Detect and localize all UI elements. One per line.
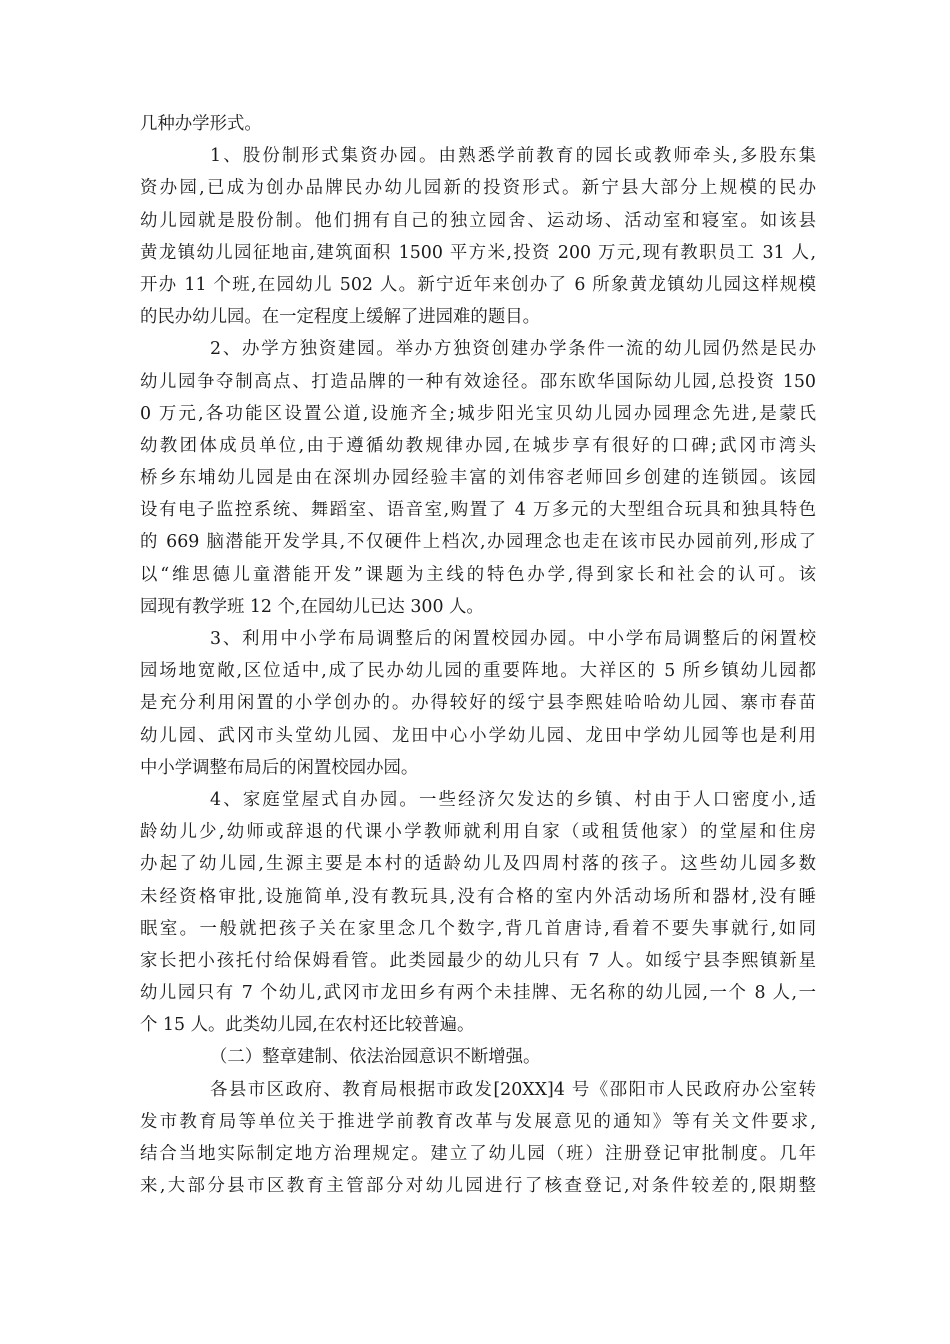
text-line: 几种办学形式。 (140, 114, 262, 134)
text-line: 开办 11 个班,在园幼儿 502 人。新宁近年来创办了 6 所象黄龙镇幼儿园这样规模 (140, 274, 816, 295)
text-line: 园现有教学班 12 个,在园幼儿已达 300 人。 (140, 596, 484, 617)
text-line: 的 669 脑潜能开发学具,不仅硬件上档次,办园理念也走在该市民办园前列,形成了 (140, 532, 816, 553)
text-line: 龄幼儿少,幼师或辞退的代课小学教师就利用自家（或租赁他家）的堂屋和住房 (140, 822, 816, 843)
text-line: 个 15 人。此类幼儿园,在农村还比较普遍。 (140, 1015, 475, 1036)
text-line: 未经资格审批,设施简单,没有教玩具,没有合格的室内外活动场所和器材,没有睡 (140, 886, 816, 907)
text-line: 园场地宽敞,区位适中,成了民办幼儿园的重要阵地。大祥区的 5 所乡镇幼儿园都 (140, 661, 816, 682)
text-line: 黄龙镇幼儿园征地亩,建筑面积 1500 平方米,投资 200 万元,现有教职员工 31 人, (140, 242, 816, 263)
text-line: （二）整章建制、依法治园意识不断增强。 (210, 1047, 541, 1068)
text-line: 设有电子监控系统、舞蹈室、语音室,购置了 4 万多元的大型组合玩具和独具特色 (140, 500, 816, 521)
text-line: 各县市区政府、教育局根据市政发[20XX]4 号《邵阳市人民政府办公室转 (210, 1079, 816, 1100)
text-line: 幼教团体成员单位,由于遵循幼教规律办园,在城步享有很好的口碑;武冈市湾头 (140, 435, 816, 456)
text-line: 幼儿园、武冈市头堂幼儿园、龙田中心小学幼儿园、龙田中学幼儿园等也是利用 (140, 725, 816, 746)
text-line: 家长把小孩托付给保姆看管。此类园最少的幼儿只有 7 人。如绥宁县李熙镇新星 (140, 950, 816, 971)
text-line: 幼儿园只有 7 个幼儿,武冈市龙田乡有两个未挂牌、无名称的幼儿园,一个 8 人,一 (140, 983, 816, 1004)
text-line: 眠室。一般就把孩子关在家里念几个数字,背几首唐诗,看着不要失事就行,如同 (140, 918, 816, 939)
text-line: 中小学调整布局后的闲置校园办园。 (140, 757, 419, 778)
text-line: 以“维思德儿童潜能开发”课题为主线的特色办学,得到家长和社会的认可。该 (140, 564, 816, 585)
text-line: 0 万元,各功能区设置公道,设施齐全;城步阳光宝贝幼儿园办园理念先进,是蒙氏 (140, 403, 816, 424)
text-line: 1、股份制形式集资办园。由熟悉学前教育的园长或教师牵头,多股东集 (210, 146, 816, 167)
text-line: 桥乡东埔幼儿园是由在深圳办园经验丰富的刘伟容老师回乡创建的连锁园。该园 (140, 468, 816, 489)
text-line: 结合当地实际制定地方治理规定。建立了幼儿园（班）注册登记审批制度。几年 (140, 1144, 816, 1164)
text-line: 发市教育局等单位关于推进学前教育改革与发展意见的通知》等有关文件要求, (140, 1111, 816, 1132)
text-line: 办起了幼儿园,生源主要是本村的适龄幼儿及四周村落的孩子。这些幼儿园多数 (140, 854, 816, 875)
text-line: 来,大部分县市区教育主管部分对幼儿园进行了核查登记,对条件较差的,限期整 (140, 1176, 816, 1197)
text-line: 幼儿园争夺制高点、打造品牌的一种有效途径。邵东欧华国际幼儿园,总投资 150 (140, 371, 816, 392)
text-line: 资办园,已成为创办品牌民办幼儿园新的投资形式。新宁县大部分上规模的民办 (140, 178, 816, 199)
text-line: 2、办学方独资建园。举办方独资创建办学条件一流的幼儿园仍然是民办 (210, 339, 816, 360)
text-line: 是充分利用闲置的小学创办的。办得较好的绥宁县李熙娃哈哈幼儿园、寨市春苗 (140, 693, 816, 714)
text-line: 4、家庭堂屋式自办园。一些经济欠发达的乡镇、村由于人口密度小,适 (210, 789, 816, 810)
text-line: 幼儿园就是股份制。他们拥有自己的独立园舍、运动场、活动室和寝室。如该县 (140, 210, 816, 231)
text-line: 3、利用中小学布局调整后的闲置校园办园。中小学布局调整后的闲置校 (210, 629, 816, 649)
text-line: 的民办幼儿园。在一定程度上缓解了进园难的题目。 (140, 307, 540, 328)
body-text (140, 108, 816, 1202)
